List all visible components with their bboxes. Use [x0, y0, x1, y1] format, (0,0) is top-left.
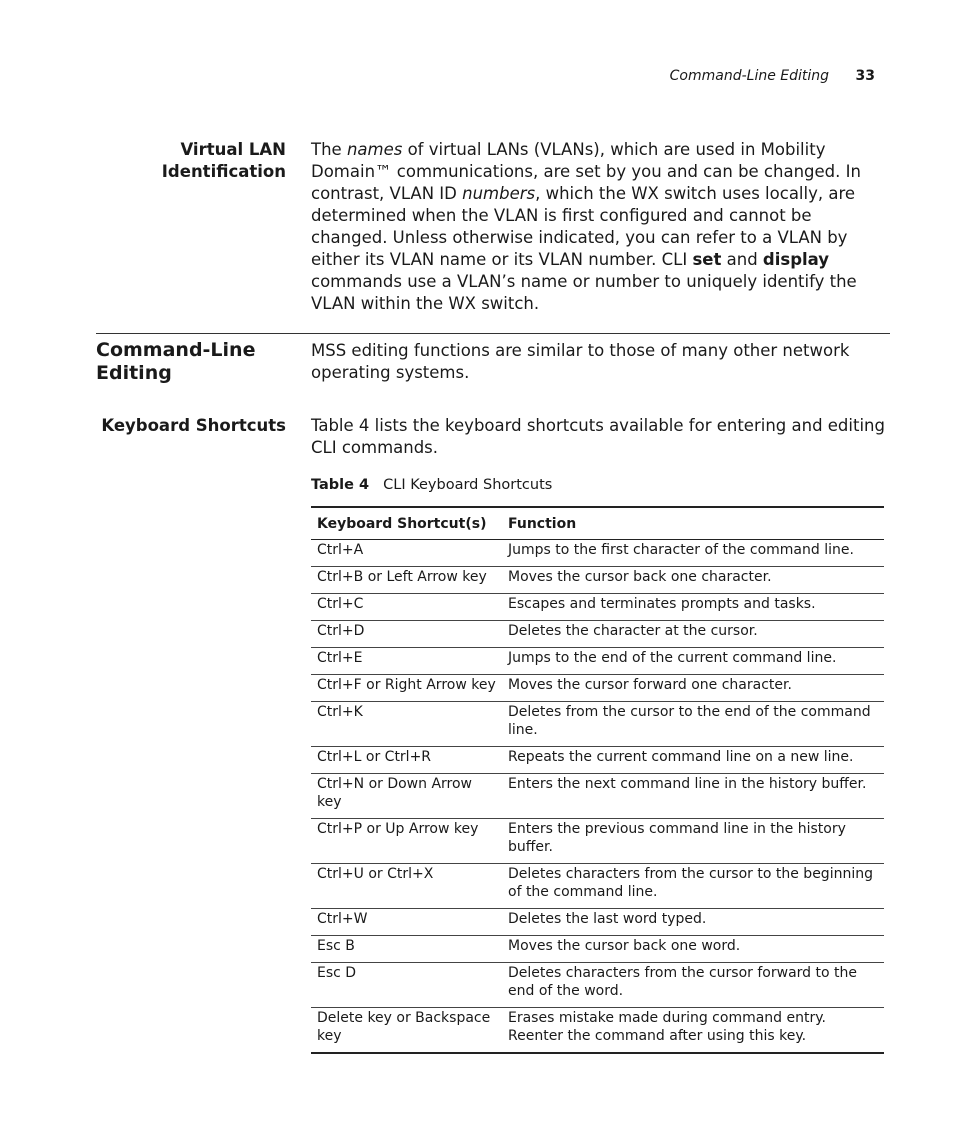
- function-cell: Enters the previous command line in the history buffer.: [508, 821, 846, 855]
- table-row: [311, 747, 884, 774]
- page-number: 33: [855, 68, 875, 84]
- display-command: display: [762, 250, 830, 269]
- shortcut-cell: Ctrl+A: [317, 542, 364, 558]
- function-cell: Deletes characters from the cursor to the beginning of the command line.: [508, 866, 873, 900]
- vlan-heading-line1: Virtual LAN: [180, 140, 286, 159]
- shortcut-cell: Ctrl+E: [317, 650, 363, 666]
- table-row: [311, 936, 884, 963]
- table-caption: [311, 476, 552, 495]
- table-header-row: [311, 507, 884, 540]
- table-row: [311, 1008, 884, 1054]
- table-row: [311, 594, 884, 621]
- function-cell: Repeats the current command line on a new line.: [508, 749, 854, 765]
- running-head-title: Command-Line Editing: [669, 68, 830, 84]
- function-cell: Moves the cursor back one word.: [508, 938, 741, 954]
- function-cell: Moves the cursor forward one character.: [508, 677, 792, 693]
- function-cell: Deletes the last word typed.: [508, 911, 707, 927]
- column-header-function: Function: [508, 516, 577, 532]
- function-cell: Jumps to the first character of the command line.: [508, 542, 854, 558]
- keyboard-shortcuts-table: [311, 506, 884, 1054]
- numbers-emphasis: numbers: [462, 184, 536, 203]
- function-cell: Escapes and terminates prompts and tasks.: [508, 596, 816, 612]
- table-row: [311, 648, 884, 675]
- table-row: [311, 819, 884, 864]
- table-row: [311, 864, 884, 909]
- table-caption-label: Table 4: [311, 477, 370, 493]
- shortcut-cell: Ctrl+C: [317, 596, 364, 612]
- table-row: [311, 774, 884, 819]
- table-row: [311, 963, 884, 1008]
- function-cell: Jumps to the end of the current command line.: [508, 650, 837, 666]
- vlan-heading-line2: Identification: [161, 162, 286, 181]
- vlan-identification-paragraph: The names of virtual LANs (VLANs), which are used in Mobility Domain™ communications, are set by you and can be changed. In contrast, VLAN ID numbers, which the WX switch uses locally, are determined when the VLAN is first configured and cannot be changed. Unless otherwise indicated, you can refer to a VLAN by either its VLAN name or its VLAN number. CLI set and display commands use a VLAN’s name or number to uniquely identify the VLAN within the WX switch.: [311, 140, 861, 313]
- set-command: set: [692, 250, 722, 269]
- command-line-editing-paragraph: MSS editing functions are similar to those of many other network operating systems.: [311, 341, 850, 382]
- shortcut-cell: Esc B: [317, 938, 355, 954]
- shortcut-cell: Ctrl+P or Up Arrow key: [317, 821, 479, 837]
- function-cell: Deletes characters from the cursor forward to the end of the word.: [508, 965, 857, 999]
- function-cell: Erases mistake made during command entry. Reenter the command after using this key.: [508, 1010, 826, 1044]
- shortcut-cell: Ctrl+D: [317, 623, 365, 639]
- table-row: [311, 567, 884, 594]
- shortcut-cell: Ctrl+K: [317, 704, 363, 720]
- table-row: [311, 702, 884, 747]
- shortcut-cell: Delete key or Backspace key: [317, 1010, 491, 1044]
- keyboard-shortcuts-heading: Keyboard Shortcuts: [101, 416, 286, 435]
- shortcut-cell: Ctrl+N or Down Arrow key: [317, 776, 473, 810]
- shortcut-cell: Esc D: [317, 965, 357, 981]
- section-divider: [96, 333, 890, 334]
- command-line-editing-heading: Command-Line Editing: [96, 339, 256, 384]
- shortcut-cell: Ctrl+B or Left Arrow key: [317, 569, 487, 585]
- function-cell: Deletes from the cursor to the end of the command line.: [508, 704, 871, 738]
- function-cell: Enters the next command line in the history buffer.: [508, 776, 867, 792]
- table-caption-title: CLI Keyboard Shortcuts: [383, 477, 553, 493]
- vlan-identification-heading: [96, 139, 286, 183]
- running-head: [670, 67, 875, 85]
- shortcut-cell: Ctrl+L or Ctrl+R: [317, 749, 432, 765]
- keyboard-shortcuts-paragraph: Table 4 lists the keyboard shortcuts available for entering and editing CLI commands.: [311, 416, 885, 457]
- table-row: [311, 675, 884, 702]
- shortcut-cell: Ctrl+U or Ctrl+X: [317, 866, 434, 882]
- table-row: [311, 621, 884, 648]
- shortcut-cell: Ctrl+F or Right Arrow key: [317, 677, 496, 693]
- table-row: [311, 540, 884, 567]
- names-emphasis: names: [346, 140, 403, 159]
- function-cell: Deletes the character at the cursor.: [508, 623, 758, 639]
- shortcut-cell: Ctrl+W: [317, 911, 368, 927]
- column-header-shortcut: Keyboard Shortcut(s): [317, 516, 487, 532]
- table-row: [311, 909, 884, 936]
- function-cell: Moves the cursor back one character.: [508, 569, 772, 585]
